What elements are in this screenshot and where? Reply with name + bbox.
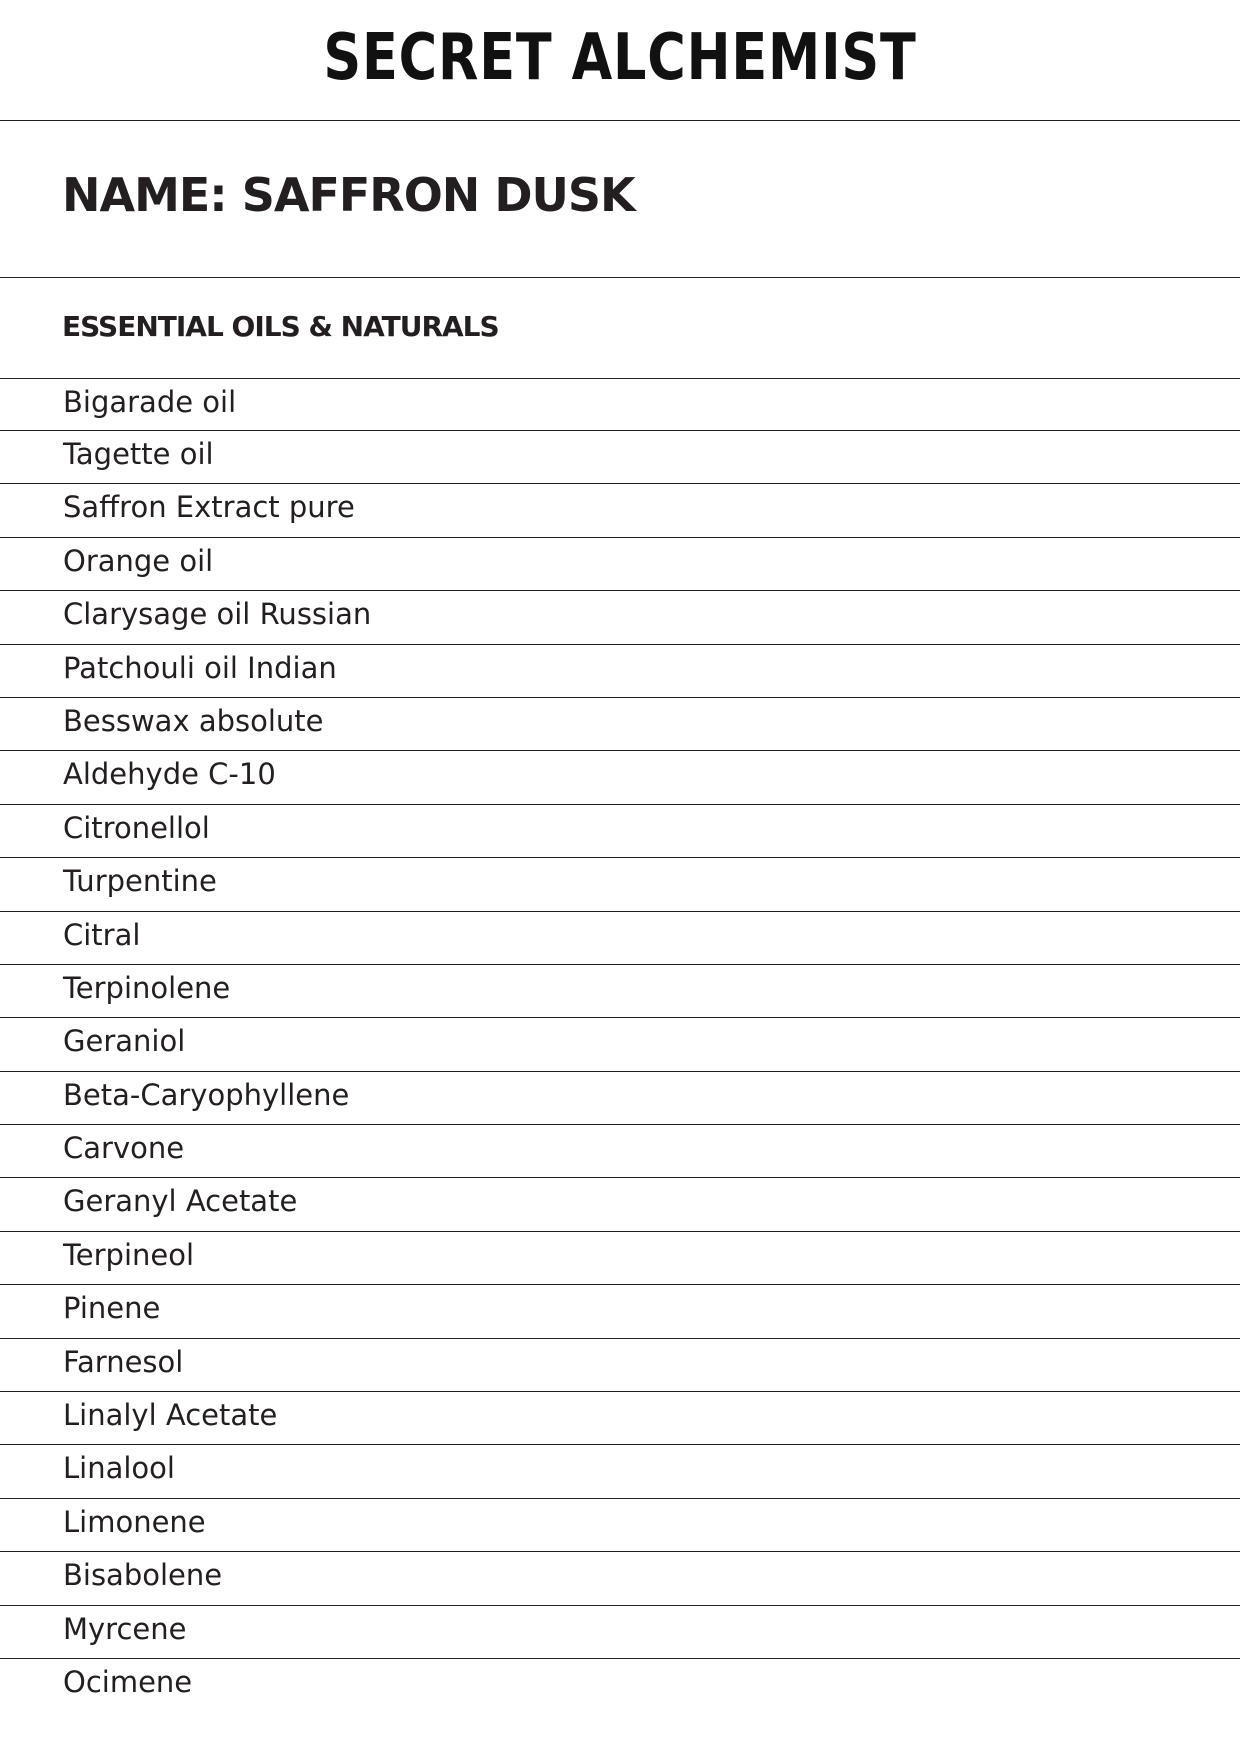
ingredient-name: Terpineol [63,1237,195,1272]
ingredient-name: Bigarade oil [63,385,237,419]
list-item [0,483,1240,536]
ingredient-list [0,378,1240,1711]
list-item [0,964,1240,1017]
ingredient-name: Pinene [63,1291,161,1326]
list-item [0,1338,1240,1391]
list-item [0,1071,1240,1124]
ingredient-name: Bisabolene [63,1558,223,1593]
ingredient-name: Limonene [63,1504,206,1539]
product-name: NAME: SAFFRON DUSK [62,168,635,222]
list-item [0,1284,1240,1337]
list-item [0,1444,1240,1497]
list-item [0,644,1240,697]
list-item [0,750,1240,803]
ingredient-name: Farnesol [63,1344,184,1379]
list-item [0,1658,1240,1711]
list-item [0,857,1240,910]
ingredient-name: Terpinolene [63,970,231,1005]
list-item [0,1551,1240,1604]
list-item [0,1391,1240,1444]
ingredient-name: Orange oil [63,543,214,578]
list-item [0,697,1240,750]
list-item [0,430,1240,483]
section-title: ESSENTIAL OILS & NATURALS [62,310,499,343]
ingredient-name: Carvone [63,1131,185,1166]
list-item [0,1017,1240,1070]
ingredient-name: Turpentine [63,864,217,899]
ingredient-name: Patchouli oil Indian [63,650,337,685]
list-item [0,1177,1240,1230]
ingredient-name: Geraniol [63,1024,186,1059]
ingredient-name: Myrcene [63,1611,187,1646]
list-item [0,1605,1240,1658]
ingredient-name: Clarysage oil Russian [63,597,372,632]
ingredient-name: Besswax absolute [63,703,324,738]
ingredient-name: Saffron Extract pure [63,490,355,525]
ingredient-name: Tagette oil [63,437,214,471]
divider [0,120,1240,121]
list-item [0,1231,1240,1284]
ingredient-name: Ocimene [63,1664,193,1699]
list-item [0,911,1240,964]
divider [0,277,1240,278]
ingredient-name: Geranyl Acetate [63,1184,298,1219]
list-item [0,590,1240,643]
list-item [0,1498,1240,1551]
ingredient-name: Aldehyde C-10 [63,757,276,792]
ingredient-name: Linalool [63,1451,175,1486]
ingredient-name: Linalyl Acetate [63,1398,278,1433]
list-item [0,1124,1240,1177]
ingredient-name: Citronellol [63,810,210,845]
brand-title: SECRET ALCHEMIST [323,21,917,95]
list-item [0,804,1240,857]
list-item [0,378,1240,430]
ingredient-name: Beta-Caryophyllene [63,1077,350,1112]
list-item [0,537,1240,590]
ingredient-name: Citral [63,917,141,952]
